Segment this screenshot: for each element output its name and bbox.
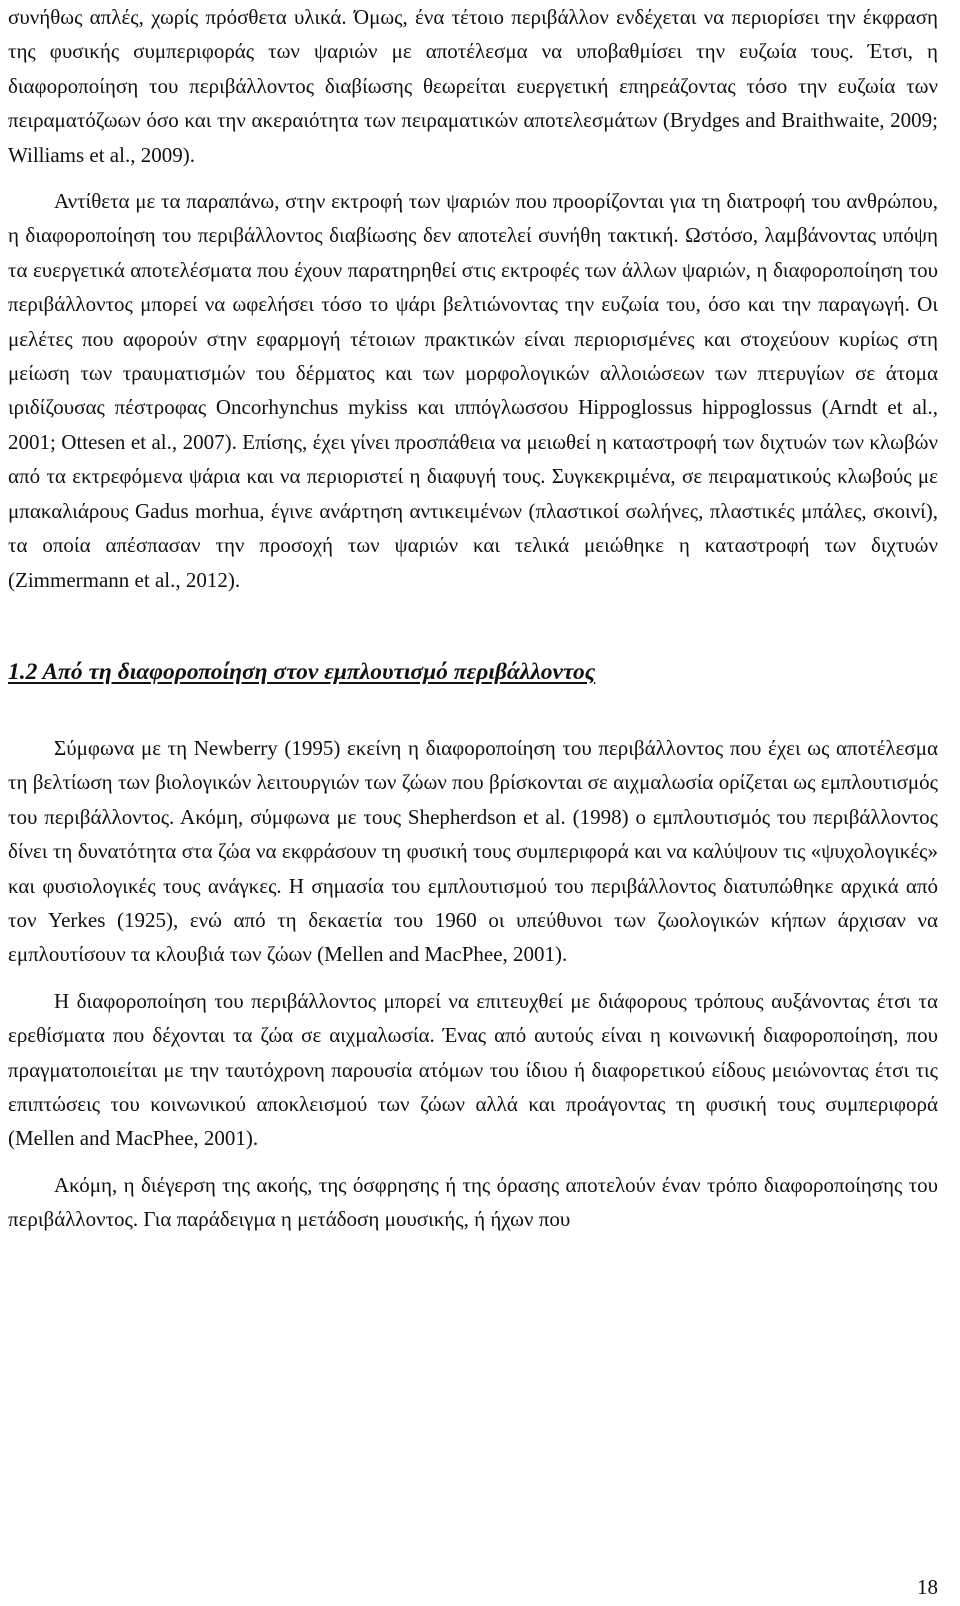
spacer	[8, 695, 938, 731]
paragraph-3: Σύμφωνα με τη Newberry (1995) εκείνη η διαφοροποίηση του περιβάλλοντος που έχει ως αποτέλεσμα τη βελτίωση των βιολογικών λειτουργιών των ζώων που βρίσκονται σε αιχμαλωσία ορίζεται ως εμπλουτισμός του περιβάλλοντος. Ακόμη, σύμφωνα με τους Shepherdson et al. (1998) ο εμπλουτισμός του περιβάλλοντος δίνει τη δυνατότητα στα ζώα να εκφράσουν τη φυσική τους συμπεριφορά και να καλύψουν τις «ψυχολογικές» και φυσιολογικές τους ανάγκες. Η σημασία του εμπλουτισμού του περιβάλλοντος διατυπώθηκε αρχικά από τον Yerkes (1925), ενώ από τη δεκαετία του 1960 οι υπεύθυνοι των ζωολογικών κήπων άρχισαν να εμπλουτίσουν τα κλουβιά των ζώων (Mellen and MacPhee, 2001).	[8, 735, 938, 967]
spacer	[8, 1156, 938, 1168]
spacer	[8, 972, 938, 984]
paragraph-1: συνήθως απλές, χωρίς πρόσθετα υλικά. Όμως, ένα τέτοιο περιβάλλον ενδέχεται να περιορίσει την έκφραση της φυσικής συμπεριφοράς των ψαριών με αποτέλεσμα να υποβαθμίσει την ευζωία τους. Έτσι, η διαφοροποίηση του περιβάλλοντος διαβίωσης θεωρείται ευεργετική επηρεάζοντας τόσο την ευζωία των πειραματόζωων όσο και την ακεραιότητα των πειραματικών αποτελεσμάτων (Brydges and Braithwaite, 2009; Williams et al., 2009).	[8, 5, 938, 167]
paragraph-2: Αντίθετα με τα παραπάνω, στην εκτροφή των ψαριών που προορίζονται για τη διατροφή του ανθρώπου, η διαφοροποίηση του περιβάλλοντος διαβίωσης δεν αποτελεί συνήθη τακτική. Ωστόσο, λαμβάνοντας υπόψη τα ευεργετικά αποτελέσματα που έχουν παρατηρηθεί στις εκτροφές των άλλων ψαριών, η διαφοροποίηση του περιβάλλοντος μπορεί να ωφελήσει τόσο το ψάρι βελτιώνοντας την ευζωία του, όσο και την παραγωγή. Οι μελέτες που αφορούν στην εφαρμογή τέτοιων πρακτικών είναι περιορισμένες και στοχεύουν κυρίως στη μείωση των τραυματισμών του δέρματος και των μορφολογικών αλλοιώσεων των πτερυγίων σε άτομα ιριδίζουσας πέστροφας Oncorhynchus mykiss και ιππόγλωσσου Hippoglossus hippoglossus (Arndt et al., 2001; Ottesen et al., 2007). Επίσης, έχει γίνει προσπάθεια να μειωθεί η καταστροφή των διχτυών των κλωβών από τα εκτρεφόμενα ψάρια και να περιοριστεί η διαφυγή τους. Συγκεκριμένα, σε πειραματικούς κλωβούς με μπακαλιάρους Gadus morhua, έγινε ανάρτηση αντικειμένων (πλαστικοί σωλήνες, πλαστικές μπάλες, σκοινί), τα οποία απέσπασαν την προσοχή των ψαριών και τελικά μειώθηκε η καταστροφή των διχτυών (Zimmermann et al., 2012).	[8, 189, 938, 592]
spacer	[8, 172, 938, 184]
page-number: 18	[917, 1575, 938, 1599]
spacer	[8, 597, 938, 655]
paragraph-5: Ακόμη, η διέγερση της ακοής, της όσφρησης ή της όρασης αποτελούν έναν τρόπο διαφοροποίησης του περιβάλλοντος. Για παράδειγμα η μετάδοση μουσικής, ή ήχων που	[8, 1172, 938, 1232]
paragraph-4: Η διαφοροποίηση του περιβάλλοντος μπορεί να επιτευχθεί με διάφορους τρόπους αυξάνοντας έτσι τα ερεθίσματα που δέχονται τα ζώα σε αιχμαλωσία. Ένας από αυτούς είναι η κοινωνική διαφοροποίηση, που πραγματοποιείται με την ταυτόχρονη παρουσία ατόμων του ίδιου ή διαφορετικού είδους μειώνοντας έτσι τις επιπτώσεις του κοινωνικού αποκλεισμού των ζώων αλλά και προάγοντας τη φυσική τους συμπεριφορά (Mellen and MacPhee, 2001).	[8, 988, 938, 1151]
page-content	[8, 0, 938, 1237]
section-heading: 1.2 Από τη διαφοροποίηση στον εμπλουτισμό περιβάλλοντος	[8, 658, 596, 685]
